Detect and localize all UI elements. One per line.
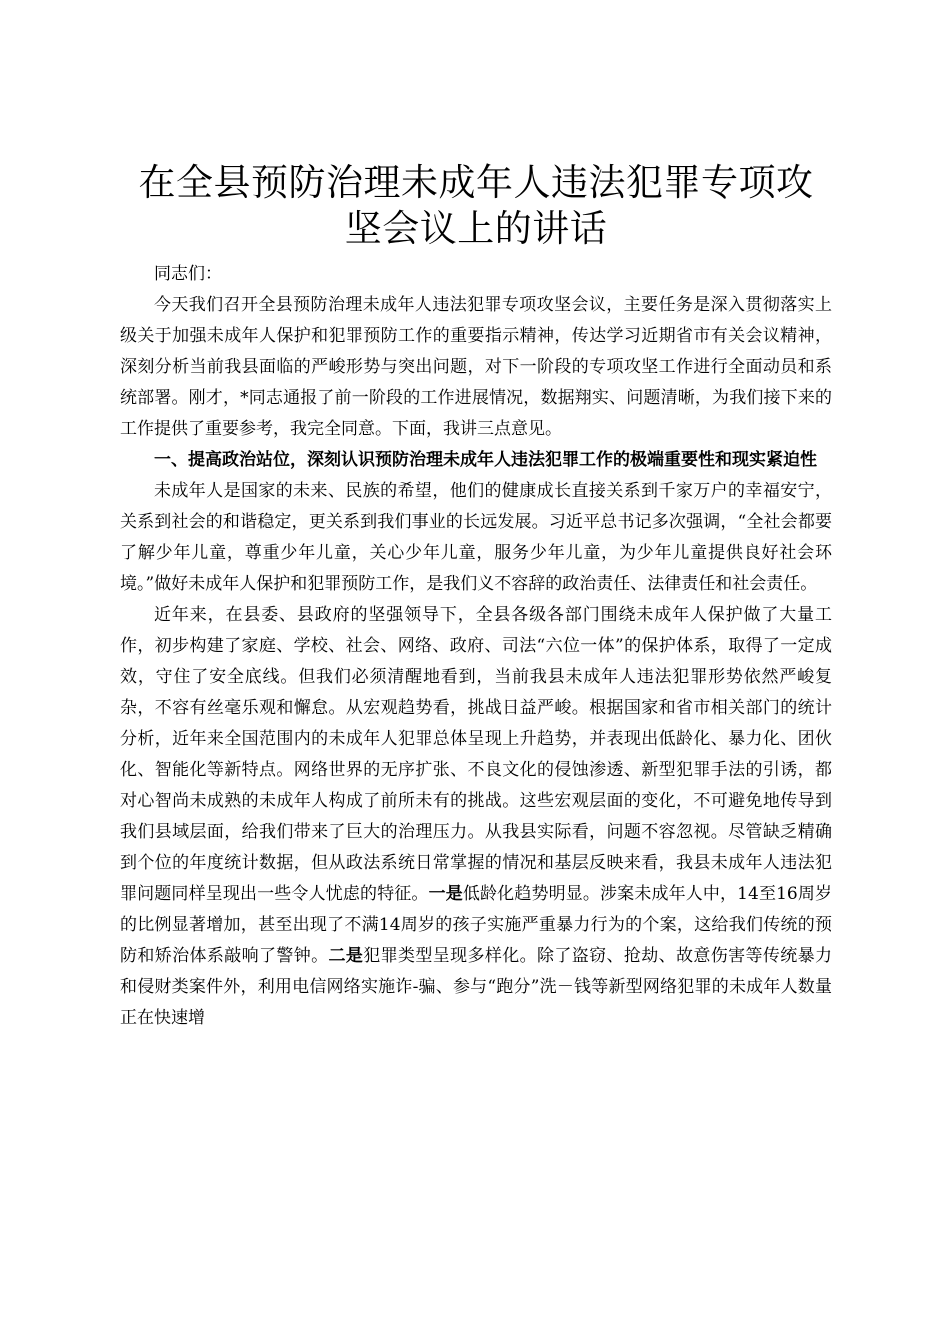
salutation: 同志们： <box>154 264 222 284</box>
emphasis-first: 一是 <box>428 884 463 904</box>
body-paragraph-1: 未成年人是国家的未来、民族的希望，他们的健康成长直接关系到千家万户的幸福安宁，关系到社会的和谐稳定，更关系到我们事业的长远发展。习近平总书记多次强调，“全社会都要了解少年儿童，尊重少年儿童，关心少年儿童，服务少年儿童，为少年儿童提供良好社会环境。”做好未成年人保护和犯罪预防工作，是我们义不容辞的政治责任、法律责任和社会责任。 <box>120 481 832 594</box>
document-title: 在全县预防治理未成年人违法犯罪专项攻坚会议上的讲话 <box>138 161 814 250</box>
emphasis-second: 二是 <box>328 946 364 966</box>
paragraph-2-text-b: 低龄化趋势明显。涉案未成年人中，14至16周岁的比例显著增加，甚至出现了不满14周岁的孩子实施严重暴力行为的个案，这给我们传统的预防和矫治体系敲响了警钟。 <box>120 884 833 966</box>
intro-paragraph: 今天我们召开全县预防治理未成年人违法犯罪专项攻坚会议，主要任务是深入贯彻落实上级关于加强未成年人保护和犯罪预防工作的重要指示精神，传达学习近期省市有关会议精神，深刻分析当前我县面临的严峻形势与突出问题，对下一阶段的专项攻坚工作进行全面动员和系统部署。刚才，*同志通报了前一阶段的工作进展情况，数据翔实、问题清晰，为我们接下来的工作提供了重要参考，我完全同意。下面，我讲三点意见。 <box>120 295 832 439</box>
document-page <box>120 160 832 1034</box>
paragraph-2-text-a: 近年来，在县委、县政府的坚强领导下，全县各级各部门围绕未成年人保护做了大量工作，初步构建了家庭、学校、社会、网络、政府、司法“六位一体”的保护体系，取得了一定成效，守住了安全底线。但我们必须清醒地看到，当前我县未成年人违法犯罪形势依然严峻复杂，不容有丝毫乐观和懈怠。从宏观趋势看，挑战日益严峻。根据国家和省市相关部门的统计分析，近年来全国范围内的未成年人犯罪总体呈现上升趋势，并表现出低龄化、暴力化、团伙化、智能化等新特点。网络世界的无序扩张、不良文化的侵蚀渗透、新型犯罪手法的引诱，都对心智尚未成熟的未成年人构成了前所未有的挑战。这些宏观层面的变化，不可避免地传导到我们县域层面，给我们带来了巨大的治理压力。从我县实际看，问题不容忽视。尽管缺乏精确到个位的年度统计数据，但从政法系统日常掌握的情况和基层反映来看，我县未成年人违法犯罪问题同样呈现出一些令人忧虑的特征。 <box>120 605 832 904</box>
section-heading-1: 一、提高政治站位，深刻认识预防治理未成年人违法犯罪工作的极端重要性和现实紧迫性 <box>154 450 817 470</box>
body-paragraph-2 <box>120 600 832 1034</box>
paragraph-2-text-c: 犯罪类型呈现多样化。除了盗窃、抢劫、故意伤害等传统暴力和侵财类案件外，利用电信网络实施诈-骗、参与“跑分”洗－钱等新型网络犯罪的未成年人数量正在快速增 <box>120 946 832 1028</box>
